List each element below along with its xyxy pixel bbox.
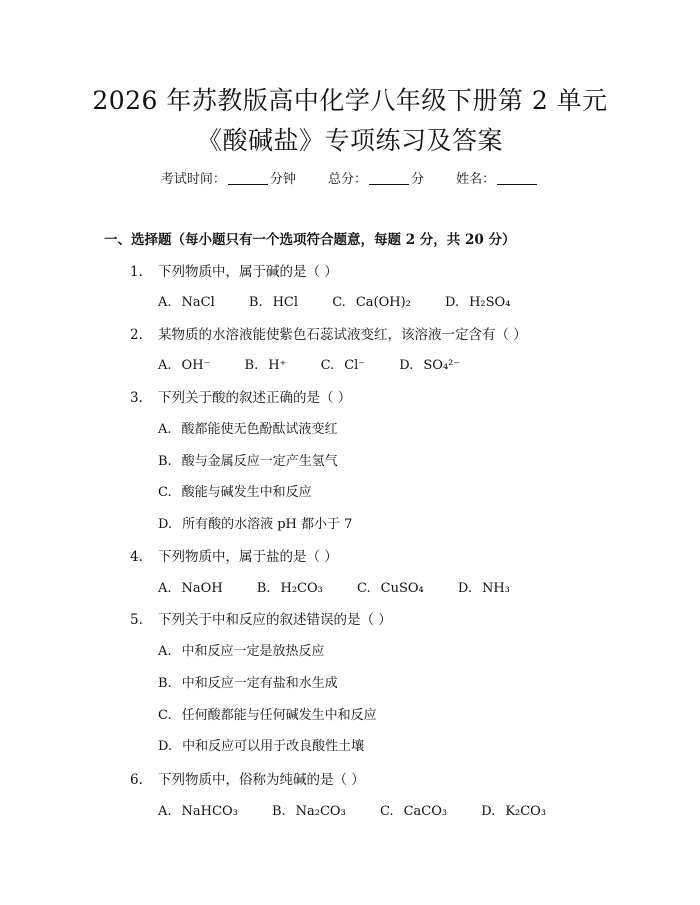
option — [158, 515, 352, 535]
option-text: CuSO₄ — [380, 581, 424, 596]
option-text: NH₃ — [481, 581, 510, 596]
question — [130, 547, 338, 567]
section-title: 一、选择题（每小题只有一个选项符合题意，每题 2 分，共 20 分） — [104, 232, 516, 248]
option-text: 中和反应一定是放热反应 — [181, 644, 325, 659]
question-text: 下列物质中，属于盐的是（ ） — [158, 549, 338, 565]
option-letter: B. — [271, 804, 286, 819]
option-row — [158, 293, 540, 313]
option — [158, 483, 312, 503]
name-field — [456, 170, 539, 190]
option-letter: C. — [332, 295, 346, 310]
time-blank — [228, 170, 268, 185]
exam-meta — [0, 170, 700, 190]
option-row — [158, 802, 576, 822]
option-letter: C. — [320, 358, 335, 373]
option-letter: A. — [158, 422, 172, 437]
option-text: H⁺ — [268, 358, 287, 373]
question-text: 下列关于中和反应的叙述错误的是（ ） — [158, 612, 392, 628]
option — [445, 293, 510, 313]
option — [321, 356, 366, 376]
option-text: NaOH — [181, 581, 223, 596]
option-letter: D. — [158, 739, 173, 754]
question-number: 5. — [130, 612, 143, 628]
option-text: K₂CO₃ — [505, 804, 547, 819]
option-text: NaCl — [181, 295, 215, 310]
option-text: Cl⁻ — [344, 358, 366, 373]
option-letter: A. — [158, 804, 172, 819]
question-text: 某物质的水溶液能使紫色石蕊试液变红，该溶液一定含有（ ） — [158, 327, 527, 343]
score-unit: 分 — [411, 172, 425, 187]
option-letter: B. — [158, 454, 172, 469]
option-letter: C. — [158, 708, 172, 723]
option-text: NaHCO₃ — [181, 804, 238, 819]
option-letter: B. — [256, 581, 271, 596]
option-text: 中和反应一定有盐和水生成 — [181, 676, 338, 691]
option — [257, 579, 323, 599]
name-blank — [497, 170, 537, 185]
option — [458, 579, 510, 599]
option-text: H₂SO₄ — [469, 295, 511, 310]
title-line-1: 2026 年苏教版高中化学八年级下册第 2 单元 — [92, 86, 608, 115]
option-text: HCl — [272, 295, 299, 310]
option-text: 任何酸都能与任何碱发生中和反应 — [181, 708, 377, 723]
option-text: 酸都能使无色酚酞试液变红 — [181, 422, 338, 437]
option-text: Na₂CO₃ — [295, 804, 346, 819]
question — [130, 325, 527, 345]
option — [158, 802, 238, 822]
option — [272, 802, 346, 822]
question — [130, 388, 351, 408]
option-letter: C. — [357, 581, 371, 596]
option — [158, 642, 325, 662]
option — [249, 293, 298, 313]
option-letter: A. — [158, 358, 172, 373]
option-letter: D. — [445, 295, 460, 310]
option-row — [158, 356, 490, 376]
question — [130, 610, 392, 630]
name-label: 姓名： — [456, 172, 496, 187]
option-letter: D. — [481, 804, 496, 819]
option-text: 中和反应可以用于改良酸性土壤 — [182, 739, 365, 754]
time-field — [161, 170, 296, 190]
option-text: 所有酸的水溶液 pH 都小于 7 — [182, 517, 353, 532]
option-letter: A. — [158, 581, 172, 596]
option-letter: D. — [158, 517, 173, 532]
question-text: 下列关于酸的叙述正确的是（ ） — [158, 390, 352, 406]
option-text: H₂CO₃ — [280, 581, 323, 596]
question-text: 下列物质中，属于碱的是（ ） — [158, 264, 338, 280]
title-line-2: 《酸碱盐》专项练习及答案 — [196, 126, 503, 155]
question-text: 下列物质中，俗称为纯碱的是（ ） — [158, 772, 365, 788]
score-label: 总分： — [327, 172, 367, 187]
option-letter: C. — [158, 485, 172, 500]
option — [158, 706, 377, 726]
option — [332, 293, 411, 313]
option-text: SO₄²⁻ — [423, 358, 461, 373]
option — [481, 802, 546, 822]
option — [399, 356, 460, 376]
option — [380, 802, 447, 822]
question-number: 1. — [130, 264, 143, 280]
option — [158, 579, 223, 599]
question-number: 4. — [130, 549, 143, 565]
question-number: 3. — [130, 390, 143, 406]
option — [357, 579, 424, 599]
option-text: 酸与金属反应一定产生氢气 — [181, 454, 338, 469]
question — [130, 770, 365, 790]
option — [158, 420, 338, 440]
option-letter: D. — [399, 358, 414, 373]
option-text: CaCO₃ — [403, 804, 448, 819]
option — [158, 293, 215, 313]
time-label: 考试时间： — [160, 172, 226, 187]
option — [245, 356, 287, 376]
option-letter: B. — [248, 295, 263, 310]
option-letter: D. — [457, 581, 472, 596]
option-letter: B. — [244, 358, 259, 373]
option-letter: B. — [158, 676, 172, 691]
score-blank — [369, 170, 409, 185]
option-letter: C. — [379, 804, 394, 819]
time-unit: 分钟 — [269, 172, 296, 187]
option-letter: A. — [158, 295, 172, 310]
option — [158, 356, 210, 376]
score-field — [328, 170, 424, 190]
option — [158, 452, 338, 472]
option — [158, 737, 364, 757]
question-number: 2. — [130, 327, 143, 343]
question — [130, 262, 338, 282]
option-row — [158, 579, 540, 599]
question-number: 6. — [130, 772, 143, 788]
option-letter: A. — [158, 644, 172, 659]
option-text: OH⁻ — [181, 358, 211, 373]
option-text: 酸能与碱发生中和反应 — [181, 485, 312, 500]
option-text: Ca(OH)₂ — [355, 295, 411, 310]
option — [158, 674, 338, 694]
